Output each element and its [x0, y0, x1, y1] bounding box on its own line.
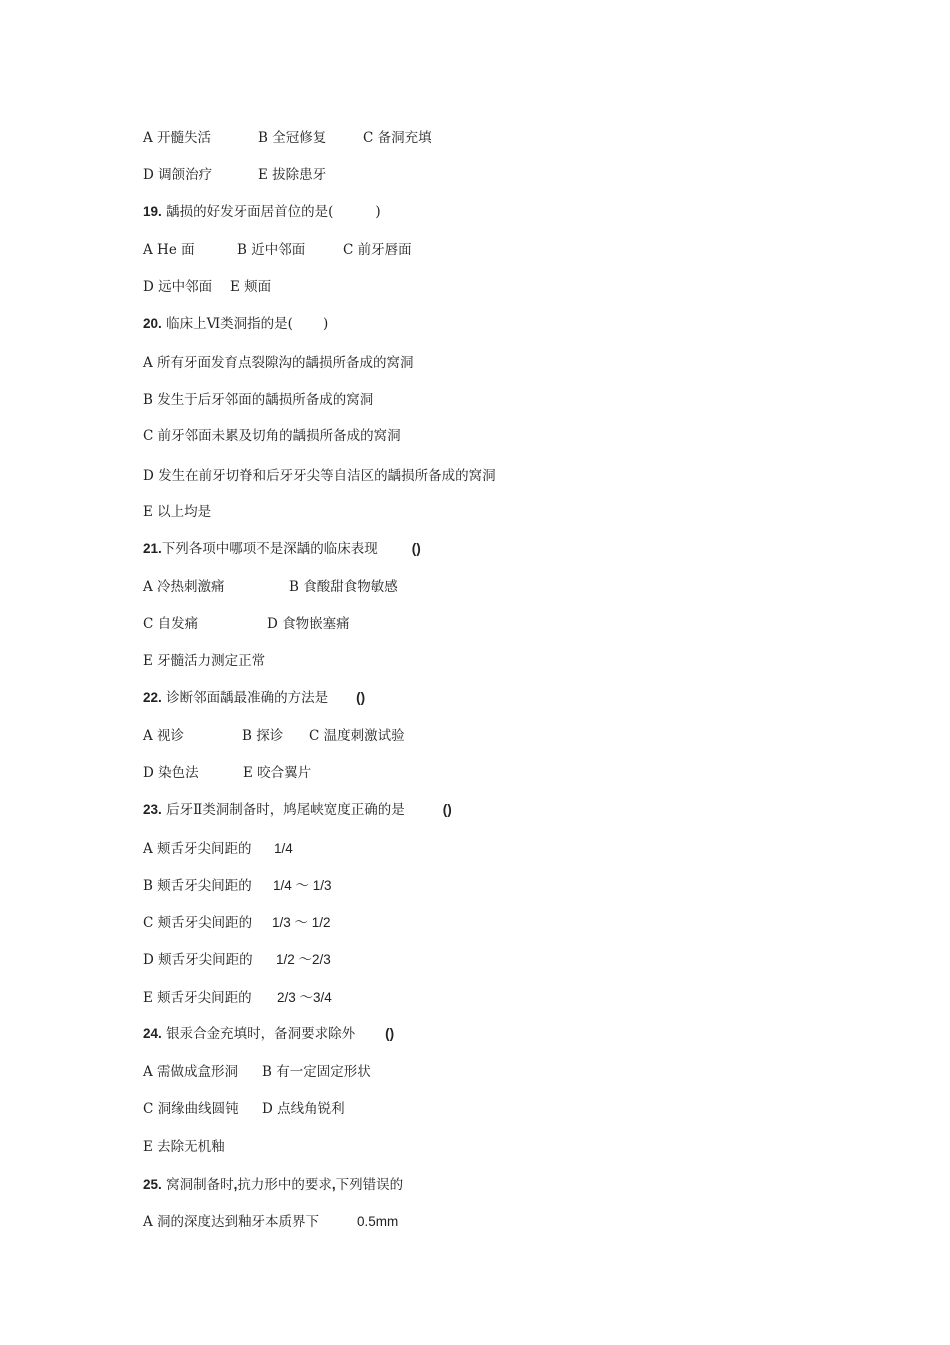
option-label: A 颊舌牙尖间距的 [143, 841, 252, 857]
option-line [143, 1100, 345, 1118]
question-24 [143, 1025, 394, 1043]
option-line [143, 241, 412, 259]
option-b: B 全冠修复 [258, 130, 327, 146]
question-number: 20. [143, 316, 162, 331]
option-value: 1/3 ～ 1/2 [272, 915, 331, 930]
question-text: 抗力形中的要求 [237, 1177, 332, 1193]
option-b: B 近中邻面 [237, 242, 306, 258]
question-text: 龋损的好发牙面居首位的是( [166, 204, 334, 220]
option-value: 1/2 ～2/3 [276, 952, 331, 967]
option-b: B 有一定固定形状 [262, 1064, 371, 1080]
option-a [143, 840, 293, 858]
question-text: 诊断邻面龋最准确的方法是 [166, 690, 329, 706]
option-e: E 以上均是 [143, 504, 212, 520]
question-text: 临床上Ⅵ类洞指的是( [166, 316, 293, 332]
question-20 [143, 315, 328, 333]
question-23 [143, 801, 452, 819]
option-b: B 探诊 [242, 728, 284, 744]
question-number: 19. [143, 204, 162, 219]
answer-blank: () [411, 541, 421, 556]
question-22 [143, 689, 365, 707]
answer-blank: () [442, 802, 452, 817]
option-label: D 颊舌牙尖间距的 [143, 952, 253, 968]
question-21 [143, 540, 421, 558]
option-d: D 发生在前牙切脊和后牙牙尖等自洁区的龋损所备成的窝洞 [143, 468, 496, 484]
comma: , [233, 1177, 238, 1192]
option-c: C 洞缘曲线圆钝 [143, 1101, 239, 1117]
option-d: D 点线角锐利 [262, 1101, 345, 1117]
option-line [143, 129, 432, 147]
question-text: 下列错误的 [335, 1177, 404, 1193]
question-number: 24. [143, 1026, 162, 1041]
option-a: A 所有牙面发育点裂隙沟的龋损所备成的窝洞 [143, 355, 414, 371]
option-e: E 颊面 [230, 279, 272, 295]
option-value: 0.5mm [357, 1214, 399, 1229]
option-value: 1/4 [274, 841, 293, 856]
question-number: 25. [143, 1177, 162, 1192]
option-e: E 去除无机釉 [143, 1139, 225, 1155]
option-label: E 颊舌牙尖间距的 [143, 990, 252, 1006]
question-text: 银汞合金充填时，备洞要求除外 [166, 1026, 356, 1042]
answer-blank: ) [375, 204, 381, 220]
option-value: 1/4 ～ 1/3 [273, 878, 332, 893]
option-c: C 自发痛 [143, 616, 199, 632]
option-c: C 前牙邻面未累及切角的龋损所备成的窝洞 [143, 428, 401, 444]
answer-blank: ) [322, 316, 329, 332]
comma: , [331, 1177, 336, 1192]
question-number: 21. [143, 541, 162, 556]
option-a: A 开髓失活 [143, 130, 212, 146]
option-d: D 远中邻面 [143, 279, 213, 295]
option-line [143, 278, 271, 296]
answer-blank: () [356, 690, 366, 705]
option-c: C 备洞充填 [363, 130, 432, 146]
option-d: D 染色法 [143, 765, 199, 781]
option-c [143, 914, 331, 932]
question-number: 22. [143, 690, 162, 705]
option-value: 2/3 ～3/4 [277, 990, 332, 1005]
question-text: 后牙Ⅱ类洞制备时，鸠尾峡宽度正确的是 [166, 802, 405, 818]
option-b: B 食酸甜食物敏感 [289, 579, 398, 595]
option-label: B 颊舌牙尖间距的 [143, 878, 252, 894]
option-label: C 颊舌牙尖间距的 [143, 915, 253, 931]
option-d: D 调颌治疗 [143, 167, 213, 183]
option-line [143, 578, 398, 596]
question-text: 下列各项中哪项不是深龋的临床表现 [161, 541, 378, 557]
question-25 [143, 1176, 403, 1194]
option-c: C 温度刺激试验 [309, 728, 405, 744]
option-line [143, 166, 326, 184]
option-a: A 视诊 [143, 728, 185, 744]
option-a: A 需做成盒形洞 [143, 1064, 239, 1080]
question-number: 23. [143, 802, 162, 817]
option-d [143, 951, 331, 969]
option-a: A 冷热刺激痛 [143, 579, 225, 595]
option-e: E 拔除患牙 [258, 167, 327, 183]
option-line [143, 764, 311, 782]
option-a: A He 面 [143, 242, 195, 258]
option-label: A 洞的深度达到釉牙本质界下 [143, 1214, 320, 1230]
answer-blank: () [385, 1026, 395, 1041]
option-line [143, 1063, 371, 1081]
option-a [143, 1213, 398, 1231]
option-line [143, 727, 405, 745]
option-b [143, 877, 332, 895]
option-e: E 牙髓活力测定正常 [143, 653, 266, 669]
option-d: D 食物嵌塞痛 [267, 616, 350, 632]
option-e [143, 989, 332, 1007]
option-b: B 发生于后牙邻面的龋损所备成的窝洞 [143, 392, 374, 408]
option-e: E 咬合翼片 [243, 765, 312, 781]
option-c: C 前牙唇面 [343, 242, 412, 258]
question-text: 窝洞制备时 [166, 1177, 234, 1193]
question-19 [143, 203, 381, 221]
option-line [143, 615, 350, 633]
